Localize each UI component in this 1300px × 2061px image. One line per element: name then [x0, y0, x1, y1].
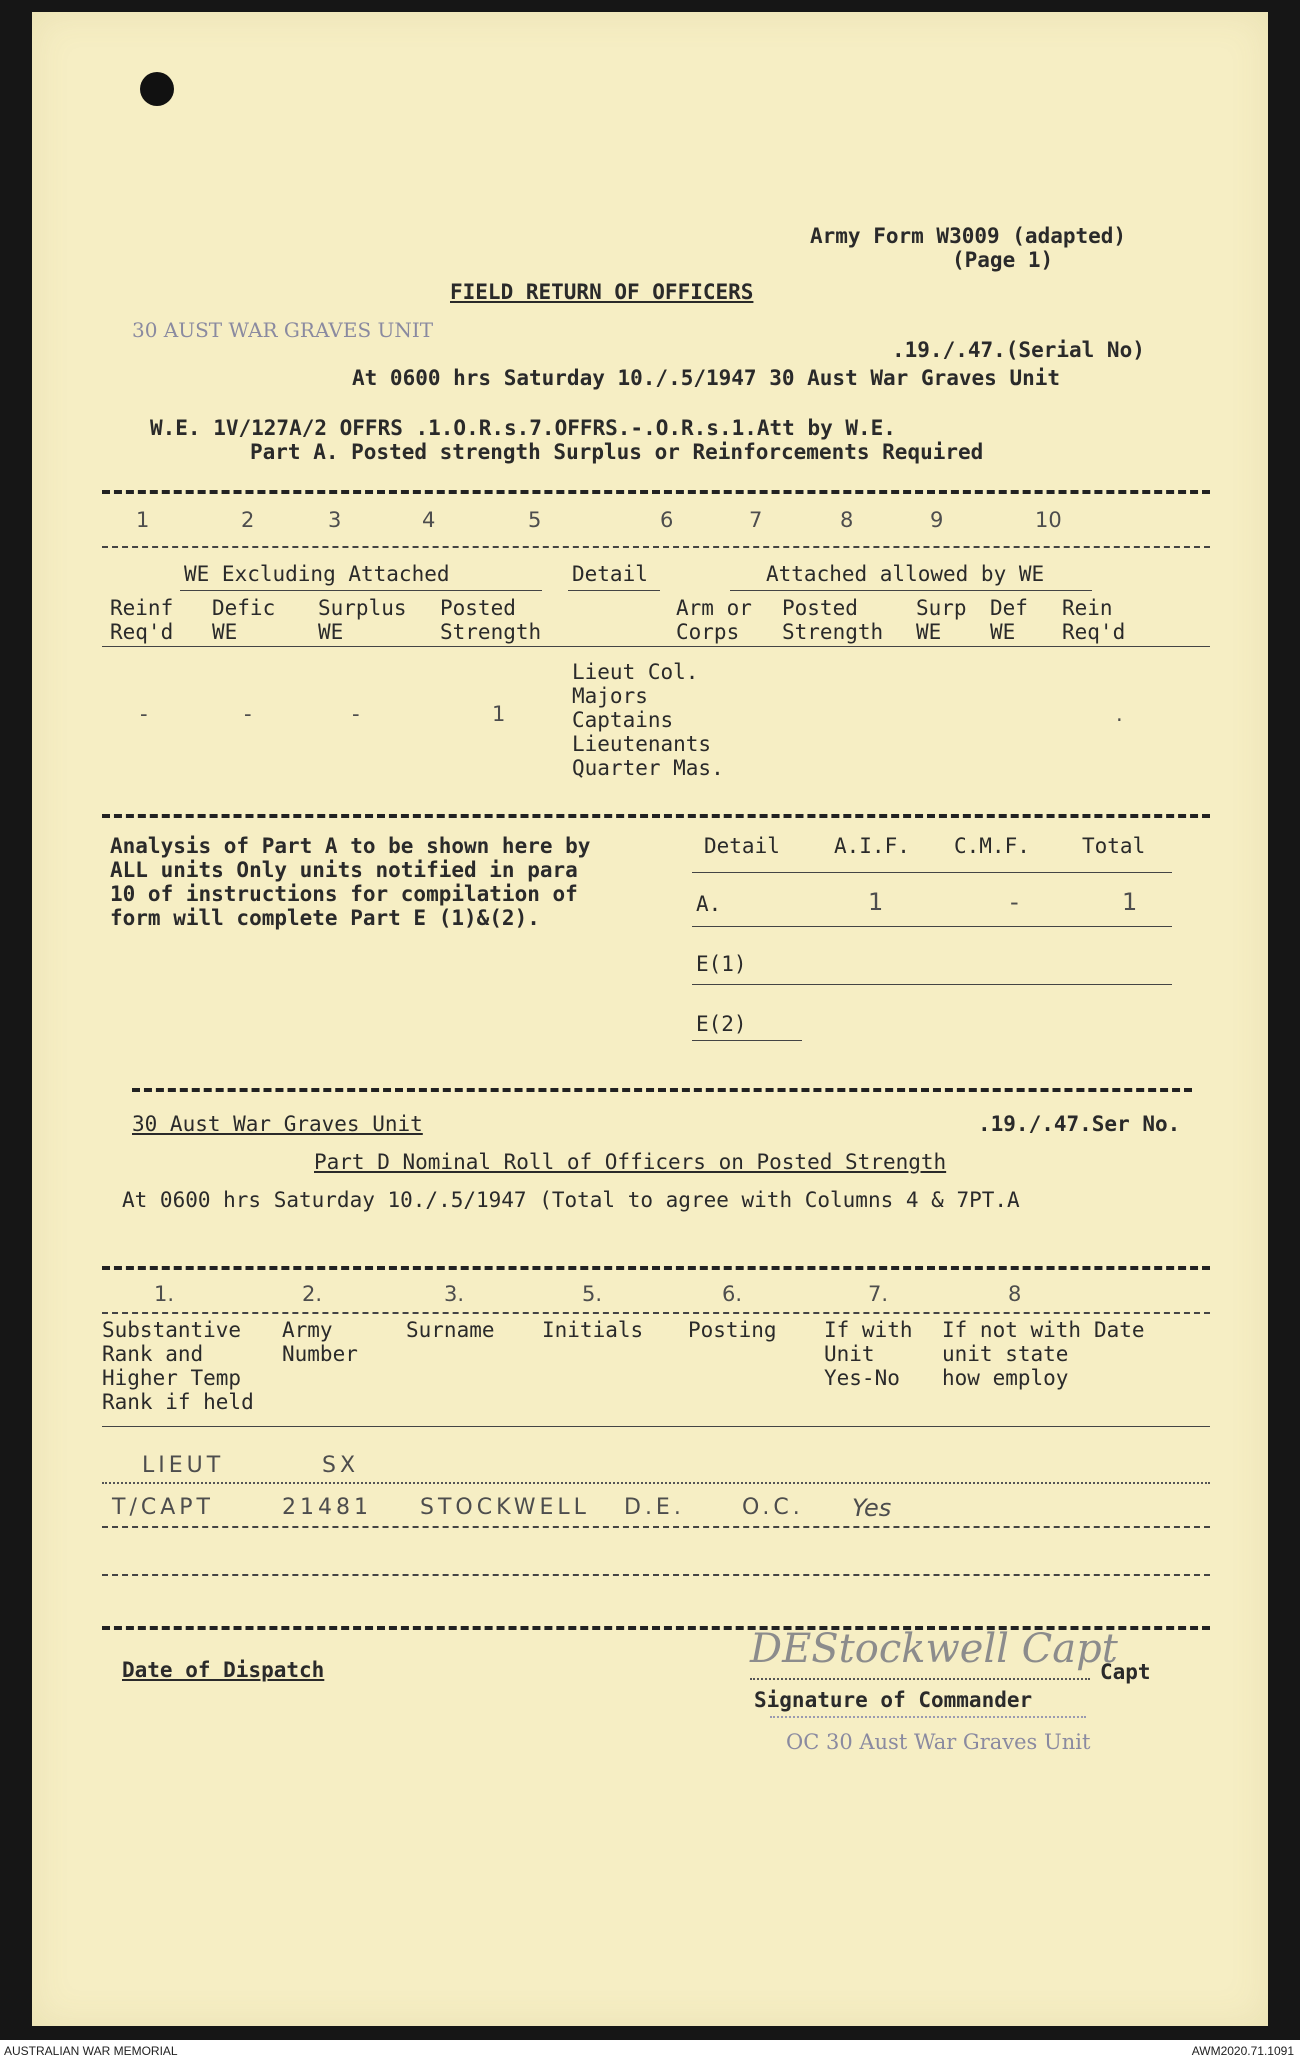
form-id: Army Form W3009 (adapted): [810, 224, 1127, 248]
roll-rank: LIEUT: [142, 1453, 225, 1478]
page-number: (Page 1): [952, 248, 1054, 272]
analysis-row-label: A.: [696, 892, 722, 916]
col-header: WE: [990, 620, 1016, 644]
roll-posting: O.C.: [742, 1495, 804, 1520]
col-number: 7: [749, 508, 763, 532]
col-number: 9: [930, 508, 944, 532]
archive-name: AUSTRALIAN WAR MEMORIAL: [4, 2044, 178, 2058]
entry-rein: .: [1116, 702, 1123, 726]
rule: [102, 490, 1210, 494]
analysis-text: Analysis of Part A to be shown here by: [110, 834, 591, 858]
rule: [102, 646, 1210, 647]
col-number: 6: [660, 508, 674, 532]
col-number: 6.: [722, 1282, 743, 1306]
col-header: Surp: [916, 596, 967, 620]
col-header: WE: [212, 620, 238, 644]
analysis-row-label: E(1): [696, 952, 747, 976]
roll-header: If not with: [942, 1318, 1082, 1342]
col-number: 4: [422, 508, 436, 532]
commander-signature: DEStockwell Capt: [750, 1626, 1118, 1672]
analysis-col: A.I.F.: [834, 834, 910, 858]
archive-reference: AWM2020.71.1091: [1191, 2044, 1294, 2058]
roll-header: unit state: [942, 1342, 1069, 1366]
rule: [102, 1574, 1210, 1576]
oc-stamp: OC 30 Aust War Graves Unit: [786, 1730, 1091, 1754]
col-number: 7.: [868, 1282, 889, 1306]
col-number: 8: [840, 508, 854, 532]
analysis-col: Total: [1082, 834, 1146, 858]
col-header: Req'd: [110, 620, 174, 644]
col-header: Arm or: [676, 596, 752, 620]
part-a-heading: Part A. Posted strength Surplus or Reinforcements Required: [250, 440, 984, 464]
rule: [102, 1312, 1210, 1314]
col-number: 3.: [444, 1282, 465, 1306]
rule: [692, 1040, 802, 1041]
col-header: WE: [916, 620, 942, 644]
col-number: 5.: [582, 1282, 603, 1306]
rule: [750, 1678, 1090, 1680]
roll-number: 21481: [282, 1495, 372, 1520]
roll-header: Rank if held: [102, 1390, 254, 1414]
col-header: Strength: [440, 620, 542, 644]
detail-row: Lieut Col.: [572, 660, 699, 684]
roll-surname: STOCKWELL: [420, 1495, 590, 1520]
rule: [102, 814, 1210, 818]
entry-posted: 1: [492, 702, 506, 726]
rule: [692, 984, 1172, 985]
group-we-excluding: WE Excluding Attached: [184, 562, 450, 586]
roll-initials: D.E.: [624, 1495, 685, 1520]
roll-header: Number: [282, 1342, 358, 1366]
col-number: 1.: [154, 1282, 175, 1306]
col-header: WE: [318, 620, 344, 644]
col-number: 8: [1008, 1282, 1022, 1306]
roll-header: Surname: [406, 1318, 495, 1342]
rule: [692, 926, 1172, 927]
punch-hole: [140, 72, 174, 106]
col-header: Rein: [1062, 596, 1113, 620]
col-header: Surplus: [318, 596, 407, 620]
roll-rank: T/CAPT: [112, 1495, 214, 1520]
analysis-row-label: E(2): [696, 1012, 747, 1036]
detail-row: Quarter Mas.: [572, 756, 724, 780]
archive-footer: [0, 2040, 1300, 2061]
col-header: Req'd: [1062, 620, 1126, 644]
analysis-text: form will complete Part E (1)&(2).: [110, 906, 540, 930]
analysis-text: 10 of instructions for compilation of: [110, 882, 578, 906]
col-header: Strength: [782, 620, 884, 644]
analysis-total: 1: [1122, 888, 1138, 916]
col-number: 5: [528, 508, 542, 532]
detail-row: Captains: [572, 708, 674, 732]
rule: [102, 1426, 1210, 1427]
detail-row: Majors: [572, 684, 648, 708]
roll-header: Army: [282, 1318, 333, 1342]
detail-row: Lieutenants: [572, 732, 712, 756]
rule: [692, 872, 1172, 873]
col-header: Posted: [782, 596, 858, 620]
group-attached: Attached allowed by WE: [766, 562, 1045, 586]
roll-header: how employ: [942, 1366, 1069, 1390]
analysis-text: ALL units Only units notified in para: [110, 858, 578, 882]
roll-header: Date: [1094, 1318, 1145, 1342]
roll-header: Substantive: [102, 1318, 242, 1342]
entry-reinf: -: [140, 702, 148, 726]
form-paper: [32, 12, 1268, 2026]
unit-stamp: 30 AUST WAR GRAVES UNIT: [132, 318, 434, 342]
col-number: 3: [328, 508, 342, 532]
col-number: 2.: [302, 1282, 323, 1306]
rule: [102, 1482, 1210, 1484]
roll-header: Unit: [824, 1342, 875, 1366]
entry-defic: -: [244, 702, 252, 726]
col-number: 10: [1035, 508, 1062, 532]
analysis-cmf: -: [1010, 888, 1019, 916]
roll-with-unit: Yes: [852, 1494, 892, 1522]
col-header: Reinf: [110, 596, 174, 620]
rule: [102, 546, 1210, 548]
col-header: Def: [990, 596, 1028, 620]
col-number: 1: [136, 508, 150, 532]
analysis-col: C.M.F.: [954, 834, 1030, 858]
serial-line: .19./.47.(Serial No): [892, 338, 1145, 362]
col-header: Corps: [676, 620, 740, 644]
we-line: W.E. 1V/127A/2 OFFRS .1.O.R.s.7.OFFRS.-.O.R.s.1.Att by W.E.: [150, 416, 896, 440]
capt-label: Capt: [1100, 1660, 1151, 1684]
part-d-title: Part D Nominal Roll of Officers on Posted Strength: [314, 1150, 947, 1174]
analysis-col: Detail: [704, 834, 780, 858]
roll-header: Posting: [688, 1318, 777, 1342]
col-number: 2: [241, 508, 255, 532]
roll-header: Initials: [542, 1318, 644, 1342]
rule: [102, 1266, 1210, 1270]
col-header: Defic: [212, 596, 276, 620]
part-d-at-line: At 0600 hrs Saturday 10./.5/1947 (Total to agree with Columns 4 & 7PT.A: [122, 1188, 1020, 1212]
rule: [568, 590, 660, 591]
col-header: Posted: [440, 596, 516, 620]
entry-surplus: -: [352, 702, 360, 726]
part-d-unit: 30 Aust War Graves Unit: [132, 1112, 423, 1136]
roll-number: SX: [322, 1453, 360, 1478]
rule: [730, 590, 1092, 591]
analysis-aif: 1: [868, 888, 884, 916]
roll-header: Rank and: [102, 1342, 204, 1366]
roll-header: Higher Temp: [102, 1366, 242, 1390]
rule: [102, 1526, 1210, 1528]
group-detail: Detail: [572, 562, 648, 586]
dispatch-label: Date of Dispatch: [122, 1658, 325, 1682]
at-line: At 0600 hrs Saturday 10./.5/1947 30 Aust War Graves Unit: [352, 366, 1061, 390]
rule: [770, 1716, 1086, 1718]
rule: [132, 1088, 1192, 1092]
part-d-serial: .19./.47.Ser No.: [978, 1112, 1181, 1136]
form-title: FIELD RETURN OF OFFICERS: [450, 280, 754, 304]
roll-header: Yes-No: [824, 1366, 900, 1390]
rule: [180, 590, 542, 591]
signature-label: Signature of Commander: [754, 1688, 1033, 1712]
roll-header: If with: [824, 1318, 913, 1342]
